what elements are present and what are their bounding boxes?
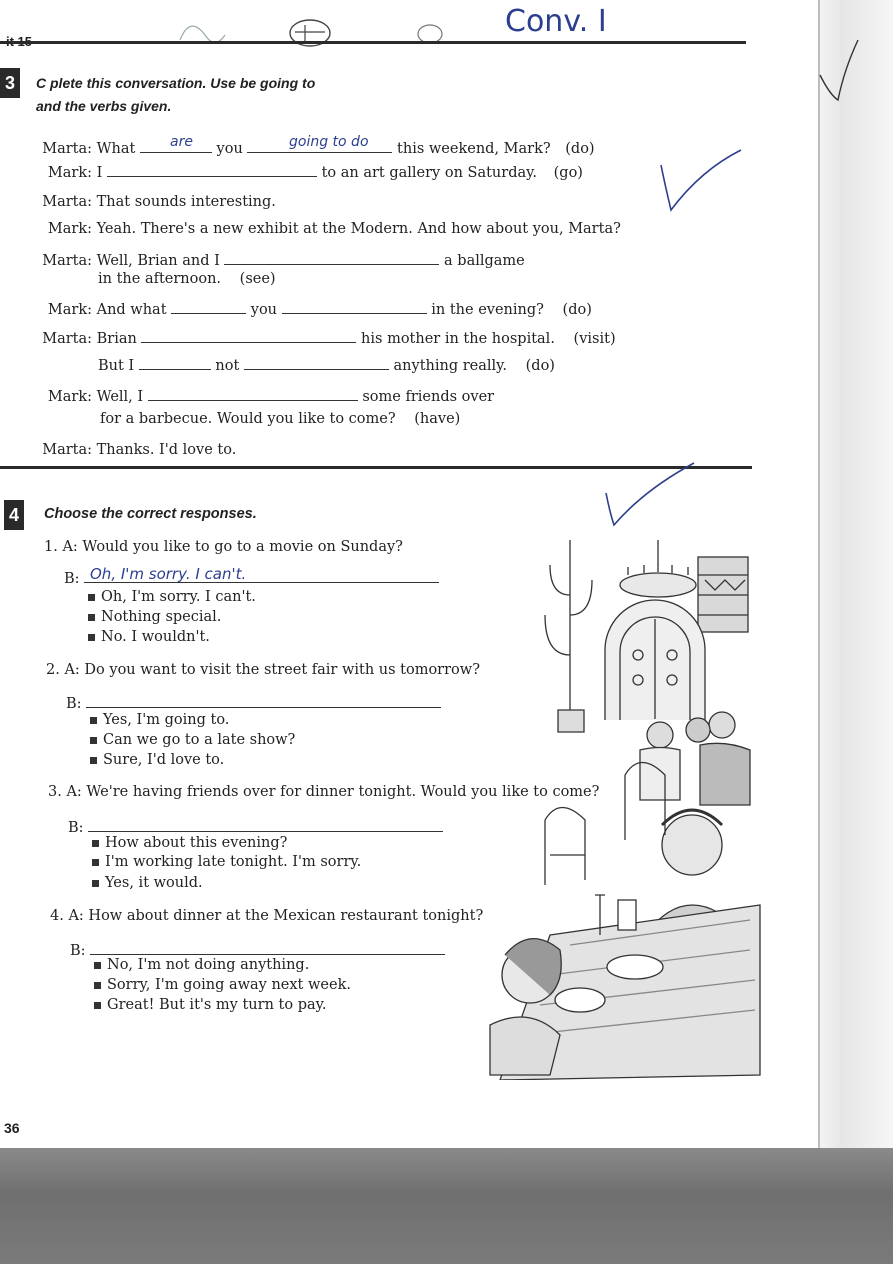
page-edge — [818, 0, 893, 1150]
answer-blank[interactable] — [139, 355, 211, 370]
handwritten-answer: going to do — [289, 134, 369, 150]
response-line-1: B: — [64, 568, 439, 587]
option[interactable]: Sure, I'd love to. — [90, 752, 224, 768]
dialogue-line: in the afternoon. (see) — [98, 271, 276, 287]
header-rule — [0, 41, 746, 44]
answer-blank[interactable] — [88, 817, 443, 832]
answer-blank[interactable] — [86, 693, 441, 708]
exercise3-instruction-2: and the verbs given. — [36, 98, 172, 114]
dialogue-line: Mark: And what you in the evening? (do) — [36, 299, 592, 318]
handwritten-answer: Oh, I'm sorry. I can't. — [90, 565, 247, 583]
dialogue-line: Marta: That sounds interesting. — [42, 194, 276, 210]
option[interactable]: No, I'm not doing anything. — [94, 957, 309, 973]
answer-blank[interactable] — [224, 250, 439, 265]
dialogue-line: for a barbecue. Would you like to come? (have) — [100, 411, 461, 427]
question-2: 2. A: Do you want to visit the street fair with us tomorrow? — [46, 662, 480, 678]
dialogue-line: Mark: Yeah. There's a new exhibit at the Modern. And how about you, Marta? — [47, 221, 621, 237]
answer-blank[interactable] — [90, 940, 445, 955]
dialogue-line: But I not anything really. (do) — [98, 355, 555, 374]
option[interactable]: No. I wouldn't. — [88, 629, 210, 645]
answer-blank[interactable] — [148, 386, 358, 401]
exercise3-instruction: C plete this conversation. Use be going to — [36, 75, 316, 91]
response-line-3: B: — [68, 817, 443, 836]
answer-blank[interactable] — [107, 162, 317, 177]
exercise-number-3: 3 — [0, 68, 20, 98]
dialogue-line: Marta: Thanks. I'd love to. — [42, 442, 237, 458]
exercise4-instruction: Choose the correct responses. — [44, 506, 257, 522]
checkmark-icon — [655, 145, 745, 215]
answer-blank[interactable] — [244, 355, 389, 370]
handwritten-scribbles — [160, 10, 460, 55]
handwritten-answer: are — [170, 134, 193, 150]
dialogue-line: Marta: Well, Brian and I a ballgame — [36, 250, 525, 269]
option[interactable]: Can we go to a late show? — [90, 732, 295, 748]
dialogue-line: Mark: Well, I some friends over — [36, 386, 494, 405]
question-4: 4. A: How about dinner at the Mexican restaurant tonight? — [50, 908, 484, 924]
dialogue-line: Marta: Brian his mother in the hospital. (visit) — [36, 328, 616, 347]
exercise-number-4: 4 — [4, 500, 24, 530]
response-line-2: B: — [66, 693, 441, 712]
answer-blank[interactable] — [171, 299, 246, 314]
option[interactable]: How about this evening? — [92, 835, 287, 851]
page-number: 36 — [4, 1120, 20, 1136]
option[interactable]: Nothing special. — [88, 609, 221, 625]
response-line-4: B: — [70, 940, 445, 959]
option[interactable]: Yes, I'm going to. — [90, 712, 229, 728]
checkmark-icon — [600, 458, 700, 530]
question-1: 1. A: Would you like to go to a movie on Sunday? — [44, 539, 403, 555]
handwritten-note: Conv. I — [505, 4, 607, 39]
restaurant-illustration — [430, 535, 770, 1080]
scanner-shadow — [0, 1148, 893, 1264]
option[interactable]: Sorry, I'm going away next week. — [94, 977, 351, 993]
margin-checkmark — [815, 35, 860, 105]
option[interactable]: Great! But it's my turn to pay. — [94, 997, 327, 1013]
answer-blank[interactable] — [141, 328, 356, 343]
dialogue-line: Marta: What you this weekend, Mark? (do) — [36, 138, 595, 157]
option[interactable]: Oh, I'm sorry. I can't. — [88, 589, 256, 605]
option[interactable]: I'm working late tonight. I'm sorry. — [92, 854, 361, 870]
dialogue-line: Mark: I to an art gallery on Saturday. (go) — [36, 162, 583, 181]
option[interactable]: Yes, it would. — [92, 875, 203, 891]
answer-blank[interactable] — [282, 299, 427, 314]
question-3: 3. A: We're having friends over for dinner tonight. Would you like to come? — [48, 784, 600, 800]
